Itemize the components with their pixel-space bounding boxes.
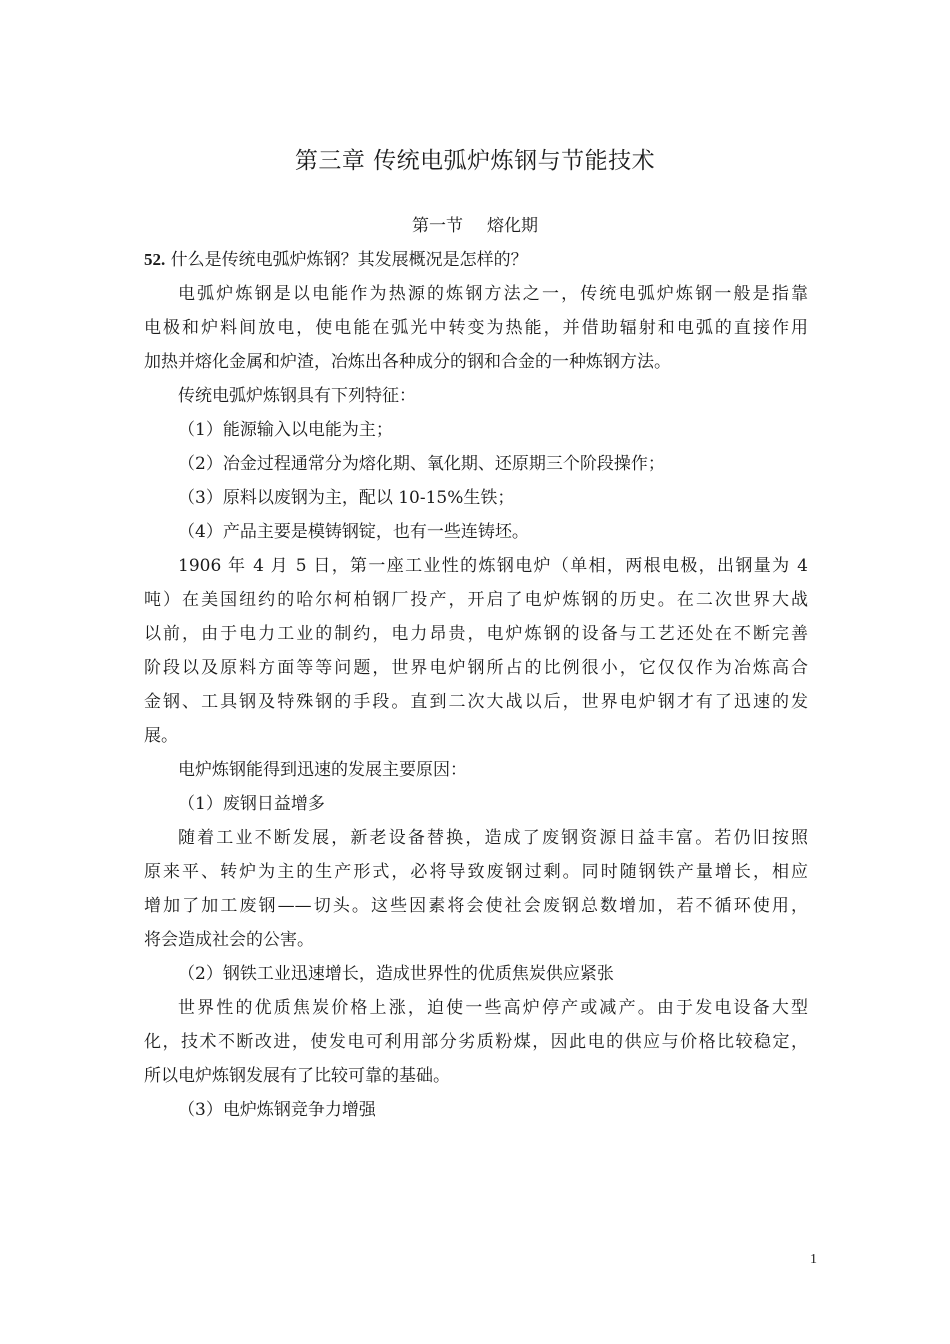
paragraph-features-intro: 传统电弧炉炼钢具有下列特征：	[178, 386, 416, 406]
paragraph-line: 将会造成社会的公害。	[144, 930, 314, 950]
paragraph-line: 阶段以及原料方面等等问题，世界电炉钢所占的比例很小，它仅仅作为冶炼高合	[144, 658, 808, 678]
section-number: 第一节	[412, 216, 463, 236]
paragraph-line: 原来平、转炉为主的生产形式，必将导致废钢过剩。同时随钢铁产量增长，相应	[144, 862, 808, 882]
paragraph-line: 增加了加工废钢——切头。这些因素将会使社会废钢总数增加，若不循环使用，	[144, 896, 808, 916]
reason-title: （2）钢铁工业迅速增长，造成世界性的优质焦炭供应紧张	[178, 964, 614, 984]
question-heading	[144, 243, 808, 277]
page-number: 1	[810, 1252, 817, 1267]
reason-body	[144, 821, 808, 957]
feature-item: （4）产品主要是模铸钢锭，也有一些连铸坯。	[178, 522, 529, 542]
paragraph-line: 加热并熔化金属和炉渣，冶炼出各种成分的钢和合金的一种炼钢方法。	[144, 352, 671, 372]
reason-title: （3）电炉炼钢竞争力增强	[178, 1100, 376, 1120]
paragraph-line: 吨）在美国纽约的哈尔柯柏钢厂投产，开启了电炉炼钢的历史。在二次世界大战	[144, 590, 808, 610]
paragraph-line: 所以电炉炼钢发展有了比较可靠的基础。	[144, 1066, 450, 1086]
paragraph-line: 展。	[144, 726, 178, 746]
paragraph-reasons-intro: 电炉炼钢能得到迅速的发展主要原因：	[178, 760, 467, 780]
paragraph-line: 电极和炉料间放电，使电能在弧光中转变为热能，并借助辐射和电弧的直接作用	[144, 318, 808, 338]
paragraph-line: 金钢、工具钢及特殊钢的手段。直到二次大战以后，世界电炉钢才有了迅速的发	[144, 692, 808, 712]
paragraph-line: 化，技术不断改进，使发电可利用部分劣质粉煤，因此电的供应与价格比较稳定，	[144, 1032, 808, 1052]
section-name: 熔化期	[487, 216, 538, 236]
reason-title: （1）废钢日益增多	[178, 794, 325, 814]
question-number: 52.	[144, 250, 166, 269]
paragraph-line: 以前，由于电力工业的制约，电力昂贵，电炉炼钢的设备与工艺还处在不断完善	[144, 624, 808, 644]
feature-item: （2）冶金过程通常分为熔化期、氧化期、还原期三个阶段操作；	[178, 454, 665, 474]
paragraph-line: 世界性的优质焦炭价格上涨，迫使一些高炉停产或减产。由于发电设备大型	[178, 998, 808, 1018]
body-text	[144, 243, 808, 1127]
feature-item: （1）能源输入以电能为主；	[178, 420, 393, 440]
paragraph-line: 随着工业不断发展，新老设备替换，造成了废钢资源日益丰富。若仍旧按照	[178, 828, 808, 848]
paragraph-history	[144, 549, 808, 753]
feature-item: （3）原料以废钢为主，配以 10-15%生铁；	[178, 488, 515, 508]
section-title	[0, 211, 950, 236]
paragraph-line: 电弧炉炼钢是以电能作为热源的炼钢方法之一，传统电弧炉炼钢一般是指靠	[178, 284, 808, 304]
chapter-title: 第三章 传统电弧炉炼钢与节能技术	[294, 148, 656, 174]
reason-body	[144, 991, 808, 1093]
paragraph-definition	[144, 277, 808, 379]
question-text: 什么是传统电弧炉炼钢？其发展概况是怎样的？	[170, 250, 528, 270]
paragraph-line: 1906 年 4 月 5 日，第一座工业性的炼钢电炉（单相，两根电极，出钢量为 4	[178, 556, 808, 576]
